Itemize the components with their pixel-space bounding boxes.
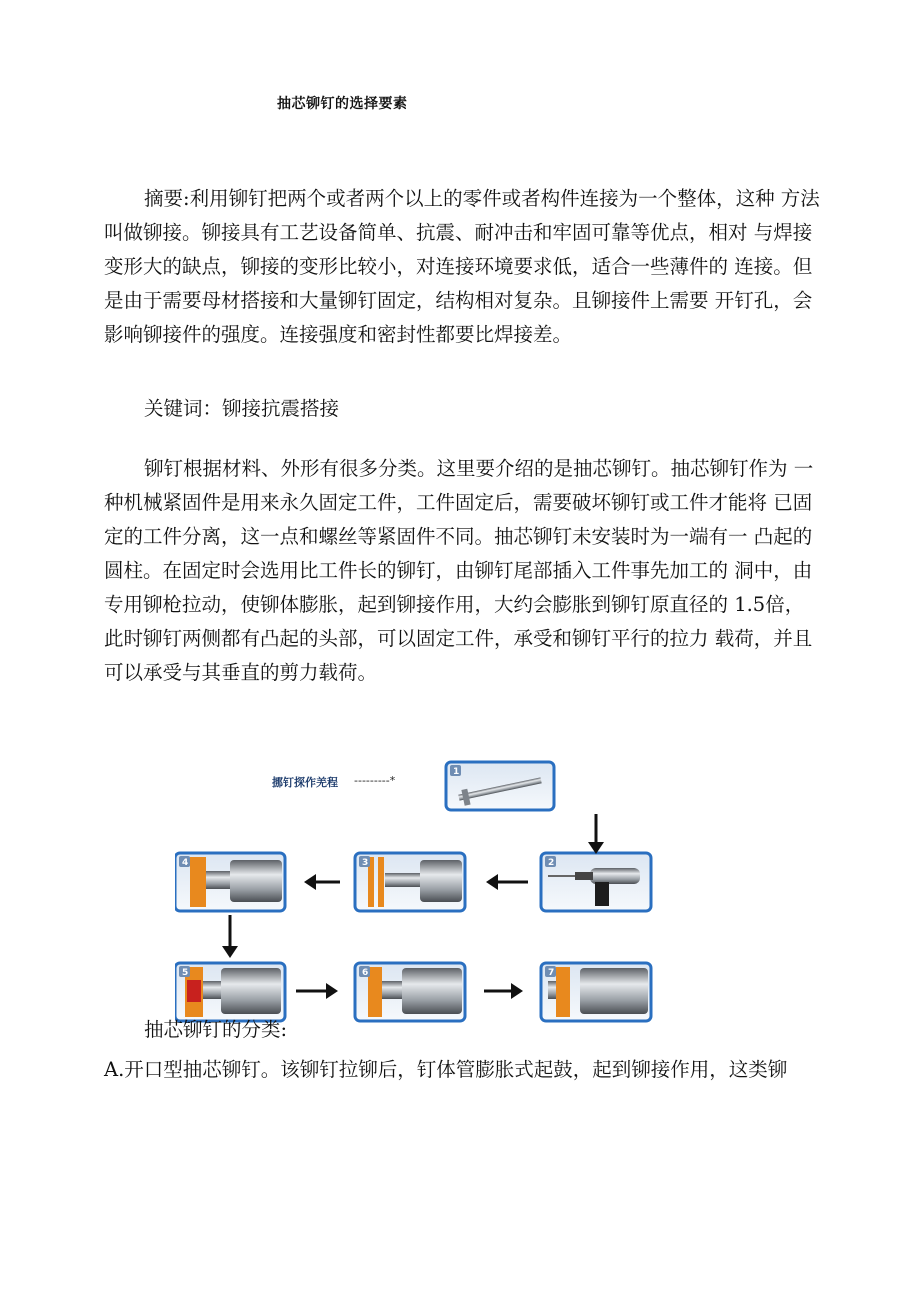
step-7-number: 7 (548, 968, 555, 978)
item-a-text: A.开口型抽芯铆钉。该铆钉拉铆后，钉体管膨胀式起鼓，起到铆接作用，这类铆 (104, 1058, 788, 1081)
figure-dash: ---------* (354, 774, 396, 787)
intro-paragraph: 铆钉根据材料、外形有很多分类。这里要介绍的是抽芯铆钉。抽芯铆钉作为 一种机械紧固件是用来永久固定工件，工件固定后，需要破坏铆钉或工件才能将 已固定的工件分离，这一点和螺丝等紧固件不同。抽芯铆钉未安装时为一端有一 凸起的圆柱。在固定时会选用比工件长的铆钉，由铆钉尾部插入工件事先加工的 洞中，由专用铆枪拉动，使铆体膨胀，起到铆接作用，大约会膨胀到铆钉原直径的 1.5倍，此时铆钉两侧都有凸起的头部，可以固定工件，承受和铆钉平行的拉力 载荷，并且可以承受与其垂直的剪力载荷。 (104, 457, 814, 684)
arrow-head-left-1 (486, 874, 498, 890)
arrow-head-left-2 (304, 874, 316, 890)
step-2-number: 2 (548, 858, 555, 868)
step-3-number: 3 (362, 858, 369, 868)
step-6-number: 6 (362, 968, 369, 978)
step-1-panel (446, 762, 554, 810)
rivet-process-figure (175, 755, 655, 1025)
keywords-paragraph: 关键词：铆接抗震搭接 (144, 397, 340, 420)
step-1-number: 1 (453, 767, 460, 777)
step-4-number: 4 (182, 858, 189, 868)
classification-heading: 抽芯铆钉的分类: (144, 1018, 288, 1041)
figure-label: 挪钉探作羌程 (272, 776, 338, 789)
arrow-head-down-2 (222, 946, 238, 958)
step-7-panel (541, 963, 651, 1021)
step-3-panel (355, 853, 465, 911)
arrow-head-right-2 (511, 983, 523, 999)
step-6-panel (355, 963, 465, 1021)
document-title: 抽芯铆钉的选择要素 (277, 96, 408, 112)
arrow-head-right-1 (326, 983, 338, 999)
step-5-panel (175, 963, 285, 1021)
step-4-panel (175, 853, 285, 911)
step-5-number: 5 (182, 968, 189, 978)
abstract-paragraph: 摘要:利用铆钉把两个或者两个以上的零件或者构件连接为一个整体，这种 方法叫做铆接。铆接具有工艺设备简单、抗震、耐冲击和牢固可靠等优点，相对 与焊接变形大的缺点，铆接的变形比较小，对连接环境要求低，适合一些薄件的 连接。但是由于需要母材搭接和大量铆钉固定，结构相对复杂。且铆接件上需要 开钉孔，会影响铆接件的强度。连接强度和密封性都要比焊接差。 (104, 187, 820, 346)
step-2-panel (541, 853, 651, 911)
